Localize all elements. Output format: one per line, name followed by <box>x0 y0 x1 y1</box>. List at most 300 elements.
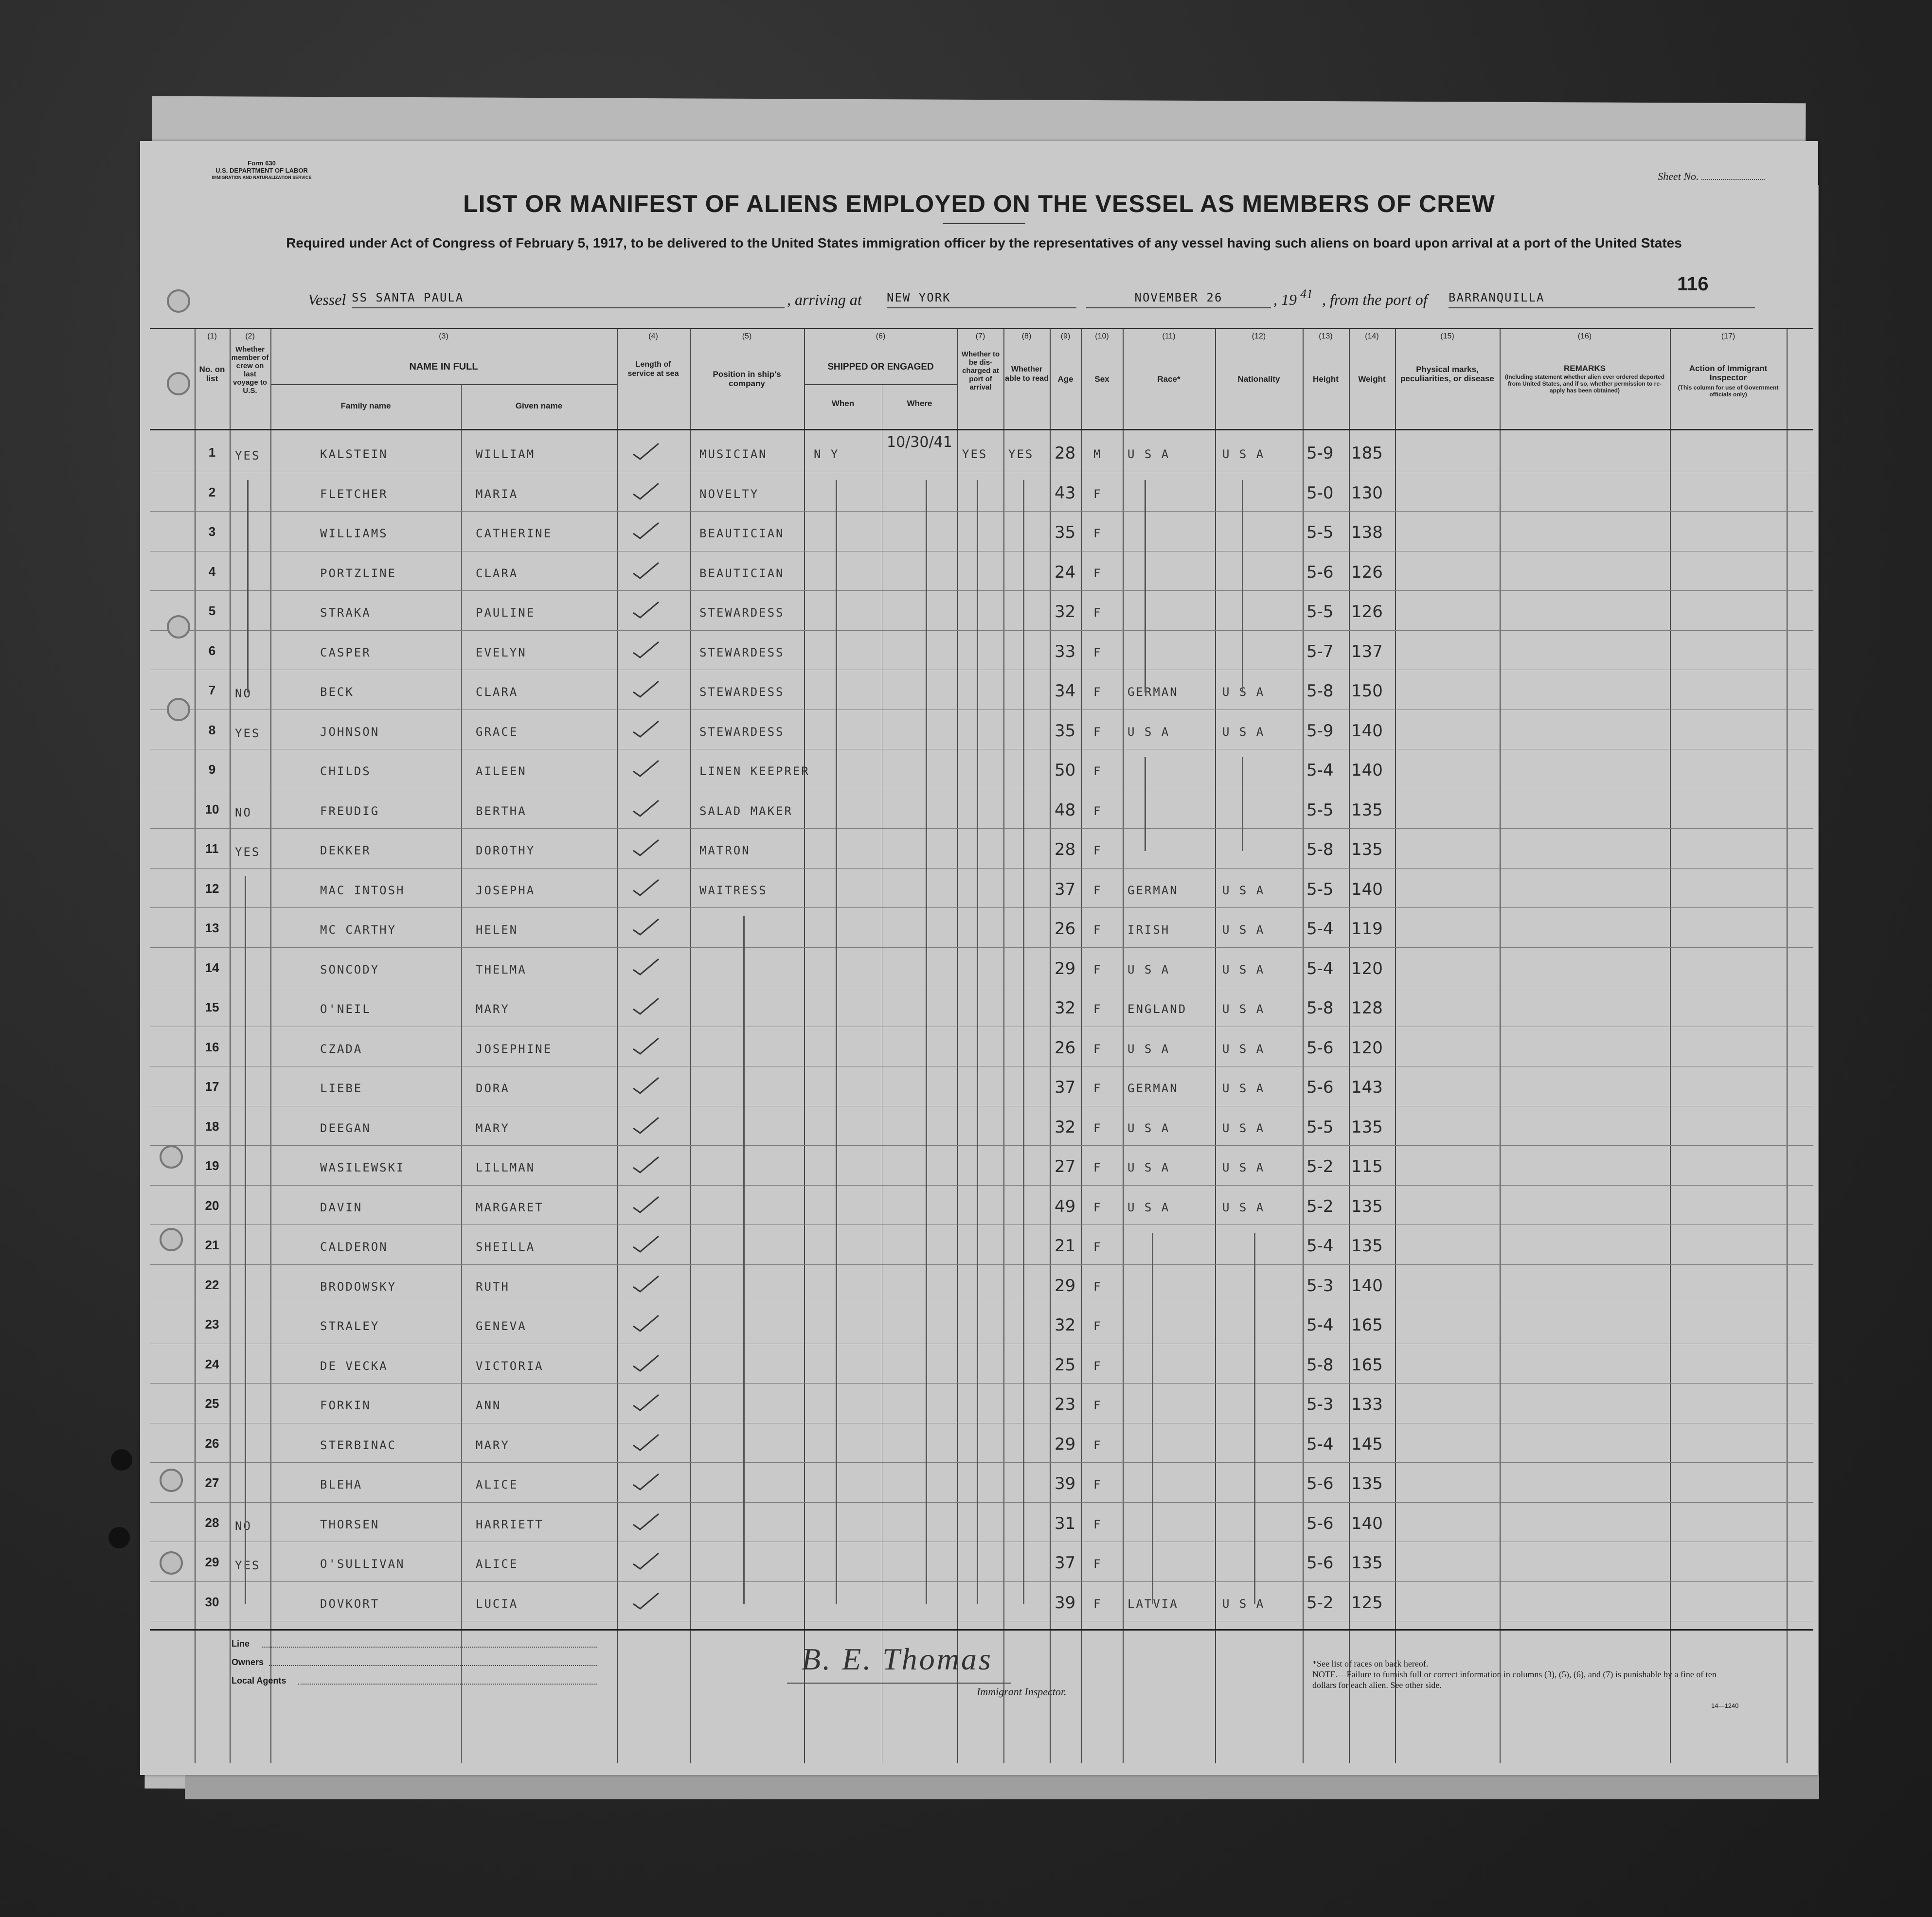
race: IRISH <box>1127 923 1170 937</box>
service-name: IMMIGRATION AND NATURALIZATION SERVICE <box>212 175 312 180</box>
row-number: 7 <box>208 683 216 697</box>
given-name: ALICE <box>476 1478 519 1491</box>
age: 29 <box>1055 958 1076 978</box>
height: 5-2 <box>1306 1196 1334 1216</box>
nationality: U S A <box>1222 1042 1265 1056</box>
given-name: SHEILLA <box>476 1240 536 1254</box>
given-name: WILLIAM <box>476 447 536 461</box>
weight: 115 <box>1351 1157 1383 1176</box>
col-divider <box>1670 329 1671 1763</box>
height: 5-5 <box>1306 800 1334 820</box>
col-num: (11) <box>1162 332 1176 340</box>
family-name: DOVKORT <box>320 1597 380 1611</box>
footer-owners-blank <box>269 1664 597 1666</box>
family-name: BECK <box>320 685 354 699</box>
race: U S A <box>1127 725 1170 739</box>
header-action-note: (This column for use of Government officials only) <box>1678 384 1779 398</box>
row-number: 10 <box>205 801 219 816</box>
family-name: O'SULLIVAN <box>320 1557 405 1571</box>
able-to-read: YES <box>1008 447 1034 461</box>
row-number: 8 <box>208 722 216 737</box>
family-name: DEEGAN <box>320 1121 371 1135</box>
row-number: 11 <box>205 841 219 856</box>
nationality: U S A <box>1222 725 1265 739</box>
check-mark-icon <box>631 521 661 540</box>
family-name: CHILDS <box>320 764 371 778</box>
row-number: 16 <box>205 1039 219 1054</box>
row-number: 15 <box>205 1000 219 1014</box>
col-num: (10) <box>1095 332 1109 340</box>
position: NOVELTY <box>699 487 759 501</box>
check-mark-icon <box>631 1274 661 1294</box>
position: SALAD MAKER <box>699 804 793 818</box>
row-number: 30 <box>205 1594 219 1609</box>
weight: 130 <box>1351 483 1383 503</box>
sex: F <box>1093 1399 1102 1412</box>
col-divider <box>1123 329 1124 1763</box>
age: 23 <box>1055 1395 1076 1414</box>
age: 28 <box>1055 444 1076 463</box>
row-rule <box>150 1185 1813 1186</box>
family-name: O'NEIL <box>320 1002 371 1016</box>
given-name: GENEVA <box>476 1319 527 1333</box>
check-mark-icon <box>631 1314 661 1333</box>
shipped-header-rule <box>804 384 957 385</box>
footer-line-blank <box>262 1646 597 1648</box>
position: STEWARDESS <box>699 606 785 620</box>
height: 5-7 <box>1306 641 1334 661</box>
ditto-mark <box>926 480 927 1604</box>
sex: F <box>1093 1557 1102 1571</box>
given-name: MARY <box>476 1121 510 1135</box>
col-divider <box>461 384 462 1763</box>
given-name: DORA <box>476 1082 510 1095</box>
col-num: (8) <box>1021 332 1032 340</box>
footer-line-label: Line <box>232 1639 250 1649</box>
check-mark-icon <box>631 442 661 461</box>
ditto-mark <box>977 480 978 1604</box>
given-name: JOSEPHA <box>476 883 536 897</box>
ditto-mark <box>1242 480 1243 693</box>
check-mark-icon <box>631 1353 661 1373</box>
row-number: 17 <box>205 1079 219 1094</box>
height: 5-4 <box>1306 919 1334 939</box>
header-when: When <box>831 399 855 408</box>
weight: 140 <box>1351 761 1383 780</box>
race: U S A <box>1127 1121 1170 1135</box>
col-num: (13) <box>1319 332 1333 340</box>
race: GERMAN <box>1127 685 1179 699</box>
binder-ring <box>167 372 190 395</box>
weight: 135 <box>1351 1196 1383 1216</box>
inspector-signature: B. E. Thomas <box>802 1642 993 1676</box>
height: 5-5 <box>1306 879 1334 899</box>
weight: 125 <box>1351 1593 1383 1613</box>
weight: 145 <box>1351 1434 1383 1454</box>
col-divider <box>957 329 958 1763</box>
check-mark-icon <box>631 561 661 580</box>
last-voyage: YES <box>235 726 261 740</box>
height: 5-6 <box>1306 562 1334 582</box>
sex: F <box>1093 1279 1102 1294</box>
race: U S A <box>1127 447 1170 461</box>
row-rule <box>150 907 1813 908</box>
punch-hole <box>108 1527 130 1548</box>
header-shipped: SHIPPED OR ENGAGED <box>827 362 934 372</box>
given-name: EVELYN <box>476 645 527 659</box>
weight: 135 <box>1351 840 1383 859</box>
sex: F <box>1093 1082 1102 1095</box>
header-position: Position in ship's company <box>713 370 781 388</box>
height: 5-9 <box>1306 721 1334 741</box>
height: 5-6 <box>1306 1038 1334 1058</box>
check-mark-icon <box>631 1512 661 1531</box>
col-num: (3) <box>439 332 448 340</box>
last-voyage: NO <box>235 1519 252 1533</box>
header-able-read: Whether able to read <box>1005 365 1049 383</box>
weight: 138 <box>1351 523 1383 542</box>
weight: 150 <box>1351 681 1383 701</box>
weight: 140 <box>1351 721 1383 741</box>
race: ENGLAND <box>1127 1002 1187 1016</box>
given-name: RUTH <box>476 1279 510 1294</box>
weight: 137 <box>1351 641 1383 661</box>
age: 32 <box>1055 998 1076 1018</box>
age: 26 <box>1055 919 1076 939</box>
footer-agents-blank <box>298 1683 597 1685</box>
check-mark-icon <box>631 640 661 659</box>
family-name: FLETCHER <box>320 487 388 501</box>
sex: F <box>1093 566 1102 580</box>
height: 5-6 <box>1306 1078 1334 1097</box>
age: 33 <box>1055 641 1076 661</box>
col-divider <box>1081 329 1082 1763</box>
position: MUSICIAN <box>699 447 768 461</box>
check-mark-icon <box>631 719 661 739</box>
header-remarks-note: (Including statement whether alien ever ordered deported from United States, and if so, whether permission to re-apply has been obtained) <box>1504 373 1665 394</box>
age: 37 <box>1055 879 1076 899</box>
position: BEAUTICIAN <box>699 566 785 580</box>
manifest-sheet <box>140 141 1818 1775</box>
departure-port: BARRANQUILLA <box>1449 291 1755 308</box>
col-num: (9) <box>1060 332 1071 340</box>
col-divider <box>690 329 691 1763</box>
sex: F <box>1093 1121 1102 1135</box>
given-name: THELMA <box>476 962 527 976</box>
nationality: U S A <box>1222 447 1265 461</box>
age: 48 <box>1055 800 1076 820</box>
family-name: DAVIN <box>320 1200 363 1214</box>
check-mark-icon <box>631 1551 661 1571</box>
age: 37 <box>1055 1078 1076 1097</box>
given-name: HARRIETT <box>476 1517 544 1531</box>
family-name: LIEBE <box>320 1082 363 1095</box>
sex: F <box>1093 1597 1102 1611</box>
ditto-mark <box>245 876 246 1604</box>
sex: F <box>1093 645 1102 659</box>
sex: F <box>1093 527 1102 540</box>
height: 5-8 <box>1306 681 1334 701</box>
race: GERMAN <box>1127 1082 1179 1095</box>
age: 35 <box>1055 721 1076 741</box>
age: 32 <box>1055 602 1076 621</box>
ditto-mark <box>743 916 745 1604</box>
sex: F <box>1093 1359 1102 1373</box>
discharged: YES <box>962 447 988 461</box>
position: WAITRESS <box>699 883 768 897</box>
col-num: (12) <box>1252 332 1266 340</box>
row-number: 2 <box>208 484 216 499</box>
age: 34 <box>1055 681 1076 701</box>
row-rule <box>150 1264 1813 1265</box>
header-remarks: REMARKS <box>1564 364 1606 373</box>
height: 5-2 <box>1306 1593 1334 1613</box>
family-name: STRALEY <box>320 1319 380 1333</box>
form-number: Form 630 <box>248 160 276 167</box>
ditto-mark <box>1242 757 1243 851</box>
family-name: FORKIN <box>320 1399 371 1412</box>
position: LINEN KEEPRER <box>699 764 810 778</box>
last-voyage: NO <box>235 805 252 819</box>
year-prefix: , 19 <box>1273 291 1297 308</box>
col-divider <box>1349 329 1350 1763</box>
row-number: 4 <box>208 564 216 579</box>
header-discharged: Whether to be dis-charged at port of arrival <box>961 350 1000 391</box>
col-divider <box>1003 329 1004 1763</box>
check-mark-icon <box>631 759 661 778</box>
check-mark-icon <box>631 878 661 897</box>
department-name: U.S. DEPARTMENT OF LABOR <box>215 167 308 174</box>
check-mark-icon <box>631 838 661 857</box>
weight: 140 <box>1351 1276 1383 1296</box>
family-name: DEKKER <box>320 844 371 857</box>
header-race: Race* <box>1157 374 1181 384</box>
weight: 135 <box>1351 1553 1383 1573</box>
sex: F <box>1093 1200 1102 1214</box>
height: 5-8 <box>1306 840 1334 859</box>
arrival-date: NOVEMBER 26 <box>1086 291 1271 308</box>
given-name: CATHERINE <box>476 527 553 540</box>
sex: F <box>1093 883 1102 897</box>
binder-ring <box>160 1551 183 1575</box>
position: MATRON <box>699 844 751 857</box>
family-name: CZADA <box>320 1042 363 1056</box>
row-rule <box>150 630 1813 631</box>
ditto-mark <box>1023 480 1024 1604</box>
sex: F <box>1093 804 1102 818</box>
col-divider <box>804 329 805 1763</box>
sheet-number-label: Sheet No. <box>1658 170 1699 182</box>
race: GERMAN <box>1127 883 1179 897</box>
age: 35 <box>1055 523 1076 542</box>
height: 5-8 <box>1306 1355 1334 1375</box>
header-last-voyage: Whether member of crew on last voyage to U.S. <box>231 345 269 395</box>
position: STEWARDESS <box>699 645 785 659</box>
age: 39 <box>1055 1593 1076 1613</box>
page-number: 116 <box>1677 273 1709 295</box>
height: 5-5 <box>1306 1117 1334 1137</box>
check-mark-icon <box>631 1472 661 1491</box>
sex: F <box>1093 606 1102 620</box>
family-name: WASILEWSKI <box>320 1161 405 1174</box>
row-rule <box>150 868 1813 869</box>
age: 21 <box>1055 1236 1076 1256</box>
document-title: LIST OR MANIFEST OF ALIENS EMPLOYED ON THE VESSEL AS MEMBERS OF CREW <box>463 190 1495 217</box>
given-name: DOROTHY <box>476 844 536 857</box>
sex: F <box>1093 1478 1102 1491</box>
height: 5-8 <box>1306 998 1334 1018</box>
family-name: MAC INTOSH <box>320 883 405 897</box>
age: 29 <box>1055 1276 1076 1296</box>
weight: 126 <box>1351 562 1383 582</box>
last-voyage: YES <box>235 449 261 462</box>
nationality: U S A <box>1222 1121 1265 1135</box>
manifest-grid <box>140 141 1818 1775</box>
col-num: (17) <box>1721 332 1735 340</box>
race: U S A <box>1127 1161 1170 1174</box>
height: 5-9 <box>1306 444 1334 463</box>
height: 5-3 <box>1306 1395 1334 1414</box>
height: 5-5 <box>1306 602 1334 621</box>
sex: F <box>1093 923 1102 937</box>
penalty-note: NOTE.—Failure to furnish full or correct information in columns (3), (5), (6), and (7) is punishable by a fine of ten dollars for each alien. See other side. <box>1312 1669 1717 1690</box>
last-voyage: YES <box>235 845 261 859</box>
col-num: (1) <box>207 332 217 340</box>
col-divider <box>617 329 618 1763</box>
weight: 128 <box>1351 998 1383 1018</box>
weight: 119 <box>1351 919 1383 939</box>
col-divider <box>1395 329 1396 1763</box>
col-divider <box>1787 329 1788 1763</box>
binder-ring <box>167 615 190 639</box>
nationality: U S A <box>1222 1161 1265 1174</box>
ditto-mark <box>1145 757 1146 851</box>
header-action: Action of Immigrant Inspector <box>1689 364 1768 382</box>
given-name: AILEEN <box>476 764 527 778</box>
family-name: BLEHA <box>320 1478 363 1491</box>
col-num: (6) <box>876 332 886 340</box>
row-number: 18 <box>205 1118 219 1134</box>
given-name: ALICE <box>476 1557 519 1571</box>
binder-ring <box>160 1469 183 1492</box>
ditto-mark <box>1152 1233 1153 1604</box>
header-weight: Weight <box>1358 374 1386 384</box>
sex: F <box>1093 1438 1102 1452</box>
signature-line <box>787 1682 1011 1684</box>
sex: F <box>1093 685 1102 699</box>
weight: 126 <box>1351 602 1383 621</box>
family-name: JOHNSON <box>320 725 380 739</box>
col-num: (16) <box>1577 332 1592 340</box>
age: 27 <box>1055 1157 1076 1176</box>
binder-ring <box>167 698 190 721</box>
row-rule <box>150 1462 1813 1463</box>
weight: 120 <box>1351 1038 1383 1058</box>
weight: 135 <box>1351 1236 1383 1256</box>
age: 32 <box>1055 1315 1076 1335</box>
weight: 140 <box>1351 1513 1383 1533</box>
height: 5-4 <box>1306 761 1334 780</box>
sex: F <box>1093 1161 1102 1174</box>
family-name: KALSTEIN <box>320 447 388 461</box>
footer-owners-label: Owners <box>232 1657 264 1667</box>
header-no-on-list: No. on list <box>199 365 225 383</box>
row-number: 24 <box>205 1356 219 1371</box>
check-mark-icon <box>631 996 661 1016</box>
height: 5-5 <box>1306 523 1334 542</box>
check-mark-icon <box>631 917 661 937</box>
position: BEAUTICIAN <box>699 527 785 540</box>
arriving-label: , arriving at <box>787 291 862 308</box>
race-note: *See list of races on back hereof. <box>1312 1659 1429 1668</box>
row-number: 29 <box>205 1555 219 1569</box>
given-name: LUCIA <box>476 1597 519 1611</box>
binder-ring <box>160 1145 183 1169</box>
weight: 135 <box>1351 1117 1383 1137</box>
position: STEWARDESS <box>699 685 785 699</box>
vessel-name: SS SANTA PAULA <box>352 291 785 308</box>
check-mark-icon <box>631 957 661 976</box>
row-rule <box>150 1502 1813 1503</box>
given-name: MARIA <box>476 487 519 501</box>
col-divider <box>230 329 231 1763</box>
weight: 165 <box>1351 1355 1383 1375</box>
nationality: U S A <box>1222 962 1265 976</box>
given-name: GRACE <box>476 725 519 739</box>
family-name: THORSEN <box>320 1517 380 1531</box>
row-number: 14 <box>205 960 219 975</box>
family-name: CASPER <box>320 645 371 659</box>
check-mark-icon <box>631 1234 661 1254</box>
row-rule <box>150 828 1813 829</box>
weight: 185 <box>1351 444 1383 463</box>
height: 5-4 <box>1306 958 1334 978</box>
weight: 165 <box>1351 1315 1383 1335</box>
height: 5-2 <box>1306 1157 1334 1176</box>
check-mark-icon <box>631 1393 661 1412</box>
row-number: 27 <box>205 1475 219 1490</box>
binder-ring <box>160 1228 183 1251</box>
col-num: (15) <box>1440 332 1454 340</box>
age: 28 <box>1055 840 1076 859</box>
age: 39 <box>1055 1474 1076 1493</box>
ditto-mark <box>1254 1233 1255 1604</box>
family-name: WILLIAMS <box>320 527 388 540</box>
sex: F <box>1093 962 1102 976</box>
row-rule <box>150 1145 1813 1146</box>
document-subtitle: Required under Act of Congress of February 5, 1917, to be delivered to the United States immigration officer by the representatives of any vessel having such aliens on board upon arrival at a port of the United States <box>286 235 1682 250</box>
col-num: (14) <box>1365 332 1379 340</box>
given-name: JOSEPHINE <box>476 1042 553 1056</box>
given-name: ANN <box>476 1399 501 1412</box>
given-name: CLARA <box>476 566 519 580</box>
given-name: VICTORIA <box>476 1359 544 1373</box>
header-sex: Sex <box>1094 374 1109 384</box>
family-name: MC CARTHY <box>320 923 397 937</box>
check-mark-icon <box>631 1155 661 1174</box>
weight: 140 <box>1351 879 1383 899</box>
age: 24 <box>1055 562 1076 582</box>
row-number: 20 <box>205 1198 219 1213</box>
header-given-name: Given name <box>515 401 563 410</box>
header-family-name: Family name <box>340 401 391 410</box>
ditto-mark <box>1145 480 1146 693</box>
race: U S A <box>1127 1200 1170 1214</box>
nationality: U S A <box>1222 685 1265 699</box>
sex: F <box>1093 764 1102 778</box>
position: STEWARDESS <box>699 725 785 739</box>
table-bottom-rule <box>150 1629 1813 1631</box>
